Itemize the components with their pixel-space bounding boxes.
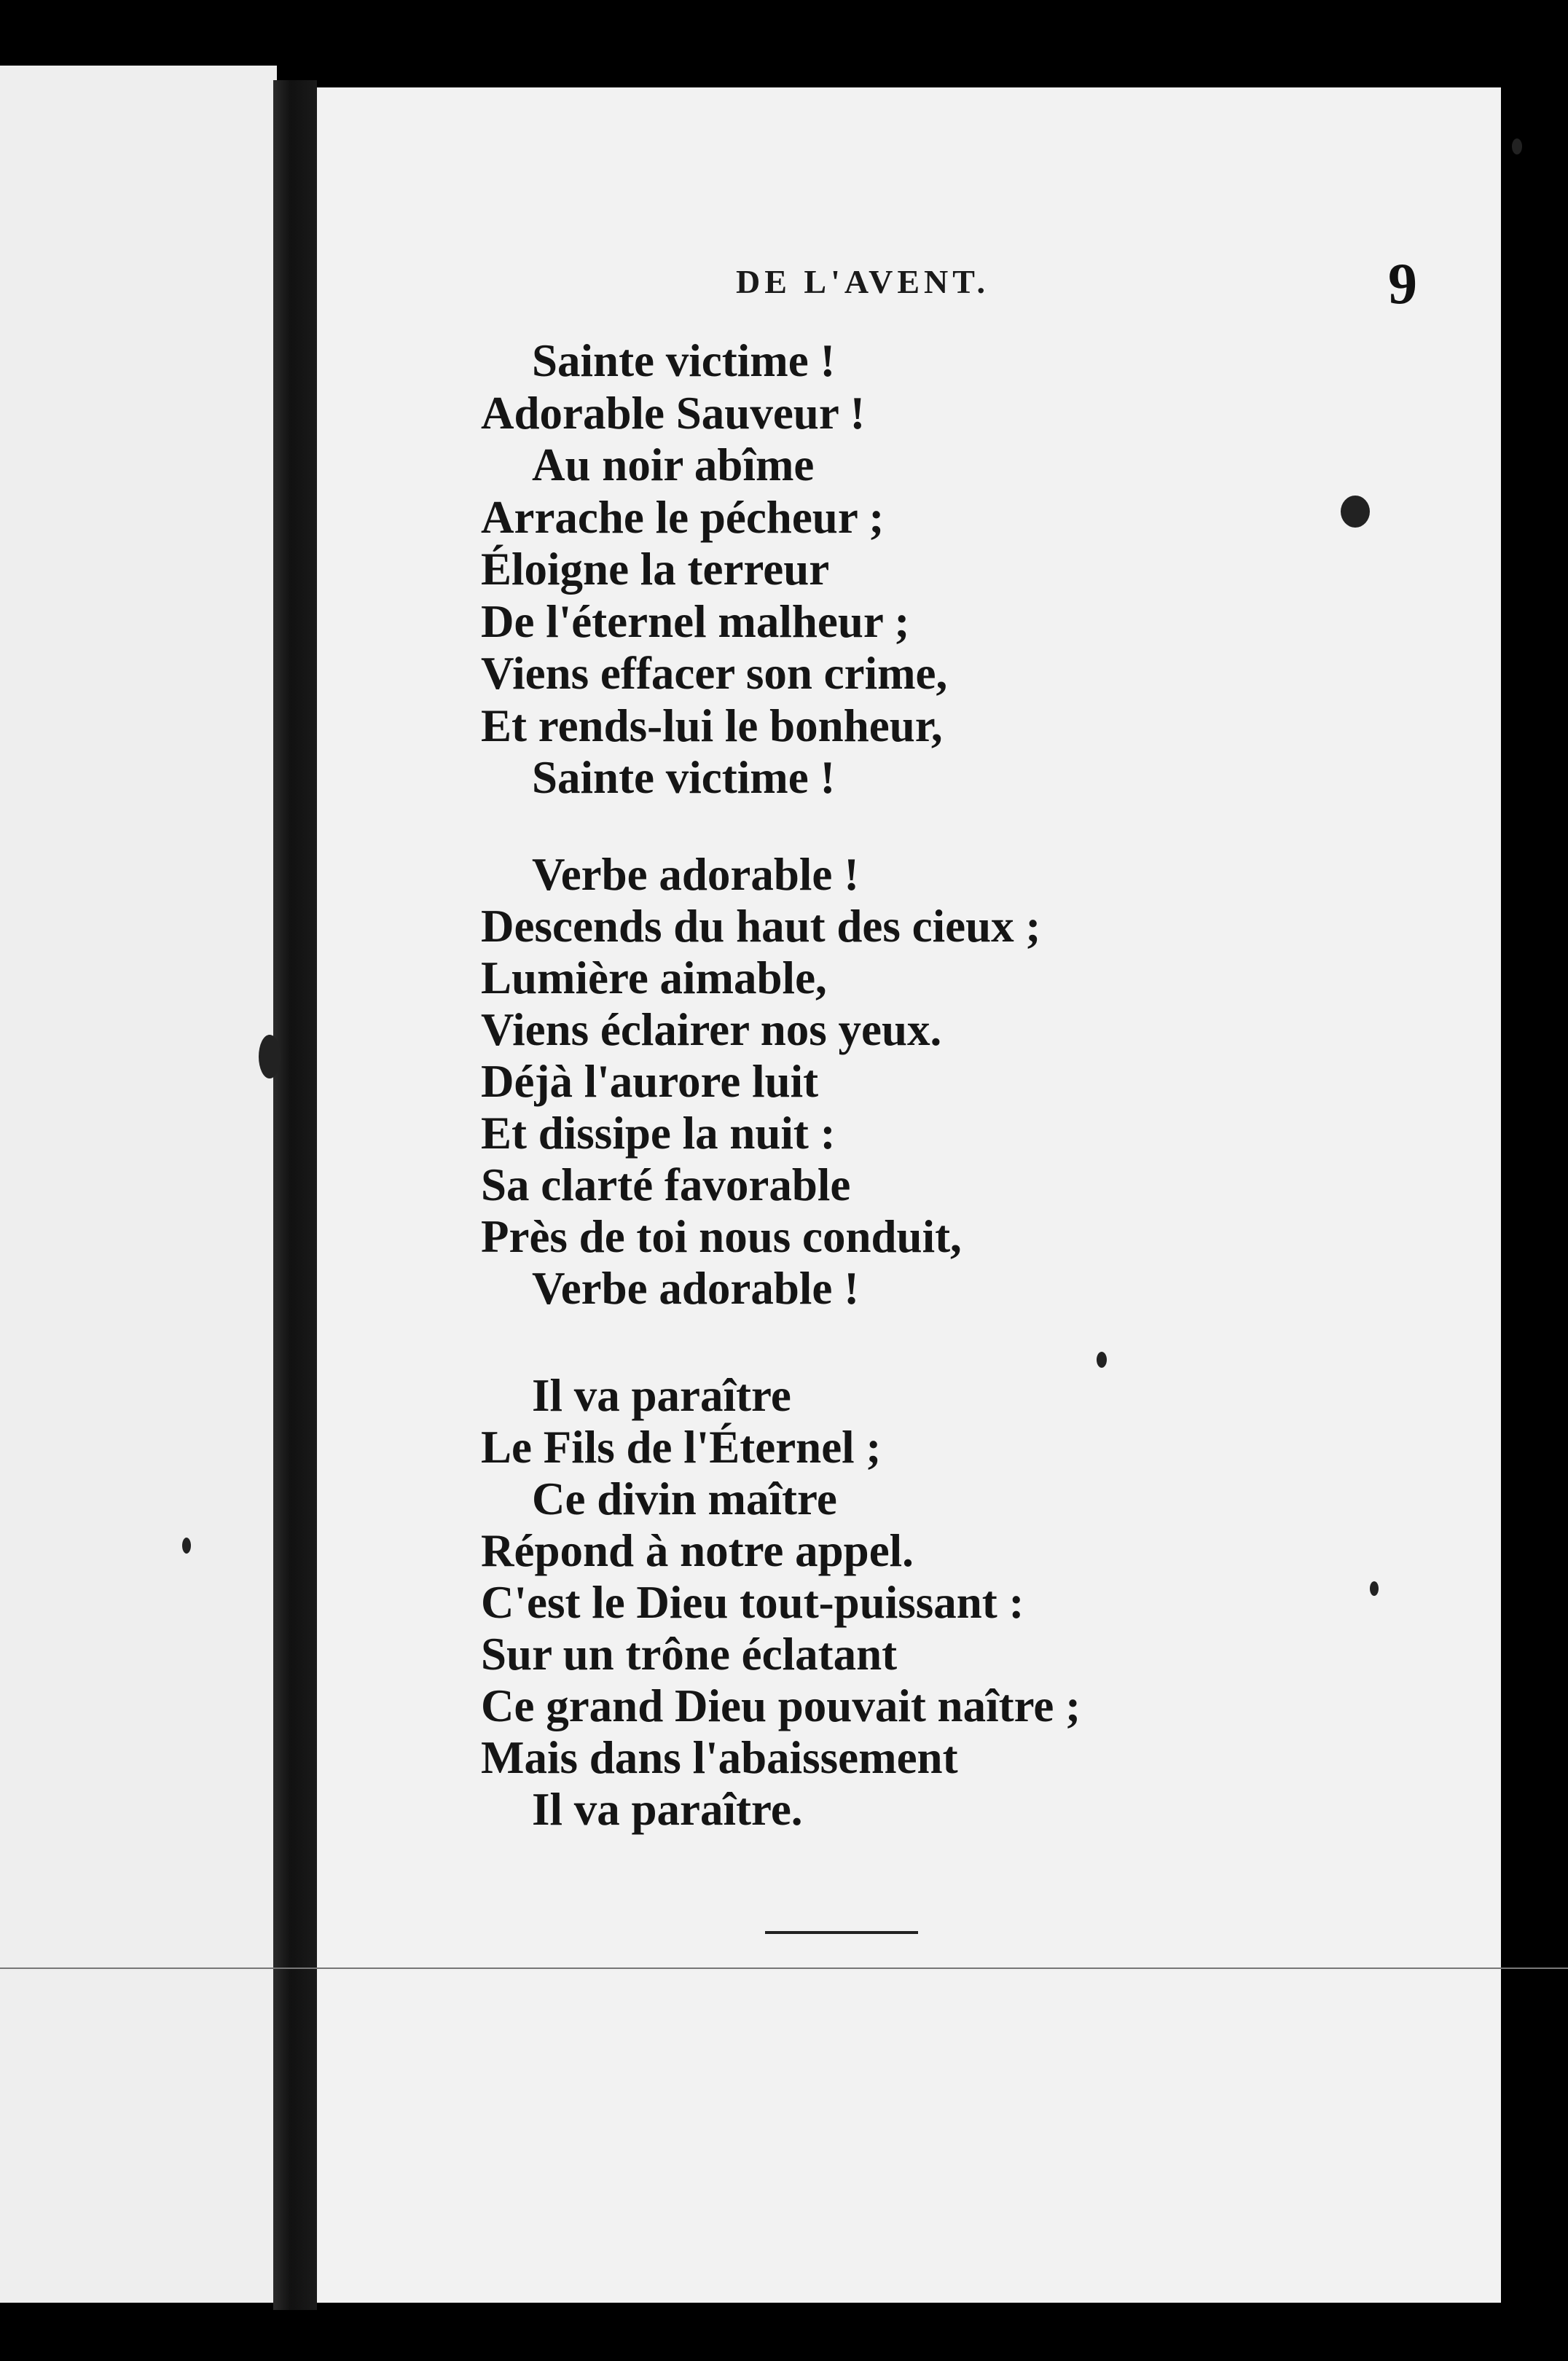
verse-line: Il va paraître [532, 1370, 791, 1421]
stanza-1 [481, 335, 1282, 804]
ink-speck [1370, 1581, 1379, 1596]
verse-line: Et rends-lui le bonheur, [481, 700, 943, 751]
verse-line: Sa clarté favorable [481, 1159, 851, 1210]
verse-line: Viens éclairer nos yeux. [481, 1004, 942, 1055]
ink-speck [1512, 138, 1522, 154]
verse-line: Viens effacer son crime, [481, 648, 948, 699]
verse-line: Sainte victime ! [532, 335, 836, 386]
verse-line: Au noir abîme [532, 439, 815, 490]
verse-line: Le Fils de l'Éternel ; [481, 1422, 882, 1473]
ink-blot [1341, 496, 1370, 528]
binding-gutter [273, 80, 317, 2310]
ink-blot [259, 1035, 281, 1078]
verse-line: Descends du haut des cieux ; [481, 901, 1041, 952]
verse-line: Lumière aimable, [481, 952, 827, 1003]
verse-line: Arrache le pécheur ; [481, 491, 885, 543]
verse-line: Et dissipe la nuit : [481, 1108, 836, 1159]
verse-line: C'est le Dieu tout-puissant : [481, 1577, 1024, 1628]
running-header: DE L'AVENT. [736, 263, 990, 300]
verse-line: Sainte victime ! [532, 752, 836, 803]
end-rule [765, 1931, 918, 1934]
verse-line: Verbe adorable ! [532, 849, 860, 900]
verse-line: Éloigne la terreur [481, 544, 830, 595]
verse-line: De l'éternel malheur ; [481, 595, 910, 647]
verse-line: Adorable Sauveur ! [481, 387, 866, 439]
verse-line: Ce grand Dieu pouvait naître ; [481, 1680, 1081, 1731]
verse-line: Ce divin maître [532, 1473, 837, 1524]
verse-line: Près de toi nous conduit, [481, 1211, 962, 1262]
verse-line: Sur un trône éclatant [481, 1629, 898, 1680]
page-number: 9 [1388, 252, 1417, 316]
verse-line: Il va paraître. [532, 1784, 803, 1835]
stanza-2 [481, 849, 1282, 1315]
ink-speck [182, 1538, 191, 1554]
ink-speck [1097, 1352, 1107, 1368]
verse-line: Répond à notre appel. [481, 1525, 914, 1576]
verse-line: Déjà l'aurore luit [481, 1056, 819, 1107]
verse-line: Verbe adorable ! [532, 1263, 860, 1314]
verse-line: Mais dans l'abaissement [481, 1732, 958, 1783]
scan-edge-line [0, 1968, 1568, 1969]
stanza-3 [481, 1370, 1282, 1836]
